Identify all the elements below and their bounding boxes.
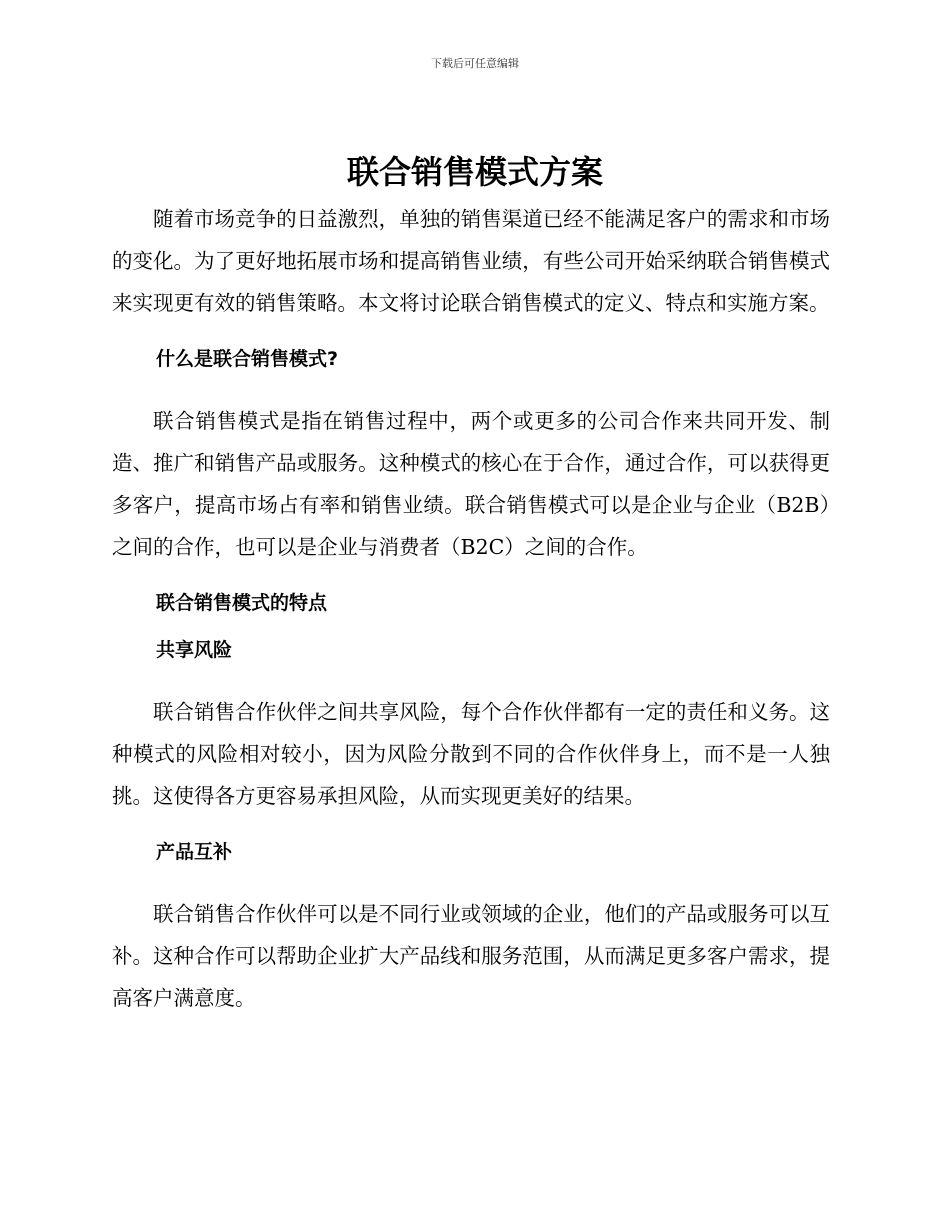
product-complement-paragraph: 联合销售合作伙伴可以是不同行业或领域的企业，他们的产品或服务可以互补。这种合作可以帮助企业扩大产品线和服务范围，从而满足更多客户需求，提高客户满意度。: [112, 902, 830, 1010]
definition-paragraph: 联合销售模式是指在销售过程中，两个或更多的公司合作来共同开发、制造、推广和销售产品或服务。这种模式的核心在于合作，通过合作，可以获得更多客户，提高市场占有率和销售业绩。联合销售模式可以是企业与企业（B2B）之间的合作，也可以是企业与消费者（B2C）之间的合作。: [112, 409, 830, 559]
shared-risk-paragraph: 联合销售合作伙伴之间共享风险，每个合作伙伴都有一定的责任和义务。这种模式的风险相对较小，因为风险分散到不同的合作伙伴身上，而不是一人独挑。这使得各方更容易承担风险，从而实现更美好的结果。: [112, 700, 830, 808]
subheading-shared-risk: 共享风险: [156, 639, 233, 661]
document-body: [112, 198, 830, 1019]
document-title: 联合销售模式方案: [346, 153, 603, 191]
header-note: 下载后可任意编辑: [431, 57, 519, 70]
section-heading-definition: 什么是联合销售模式?: [156, 348, 339, 370]
section-heading-features: 联合销售模式的特点: [156, 592, 328, 614]
intro-paragraph: 随着市场竞争的日益激烈，单独的销售渠道已经不能满足客户的需求和市场的变化。为了更好地拓展市场和提高销售业绩，有些公司开始采纳联合销售模式来实现更有效的销售策略。本文将讨论联合销售模式的定义、特点和实施方案。: [112, 207, 830, 315]
subheading-product-complement: 产品互补: [156, 841, 233, 863]
